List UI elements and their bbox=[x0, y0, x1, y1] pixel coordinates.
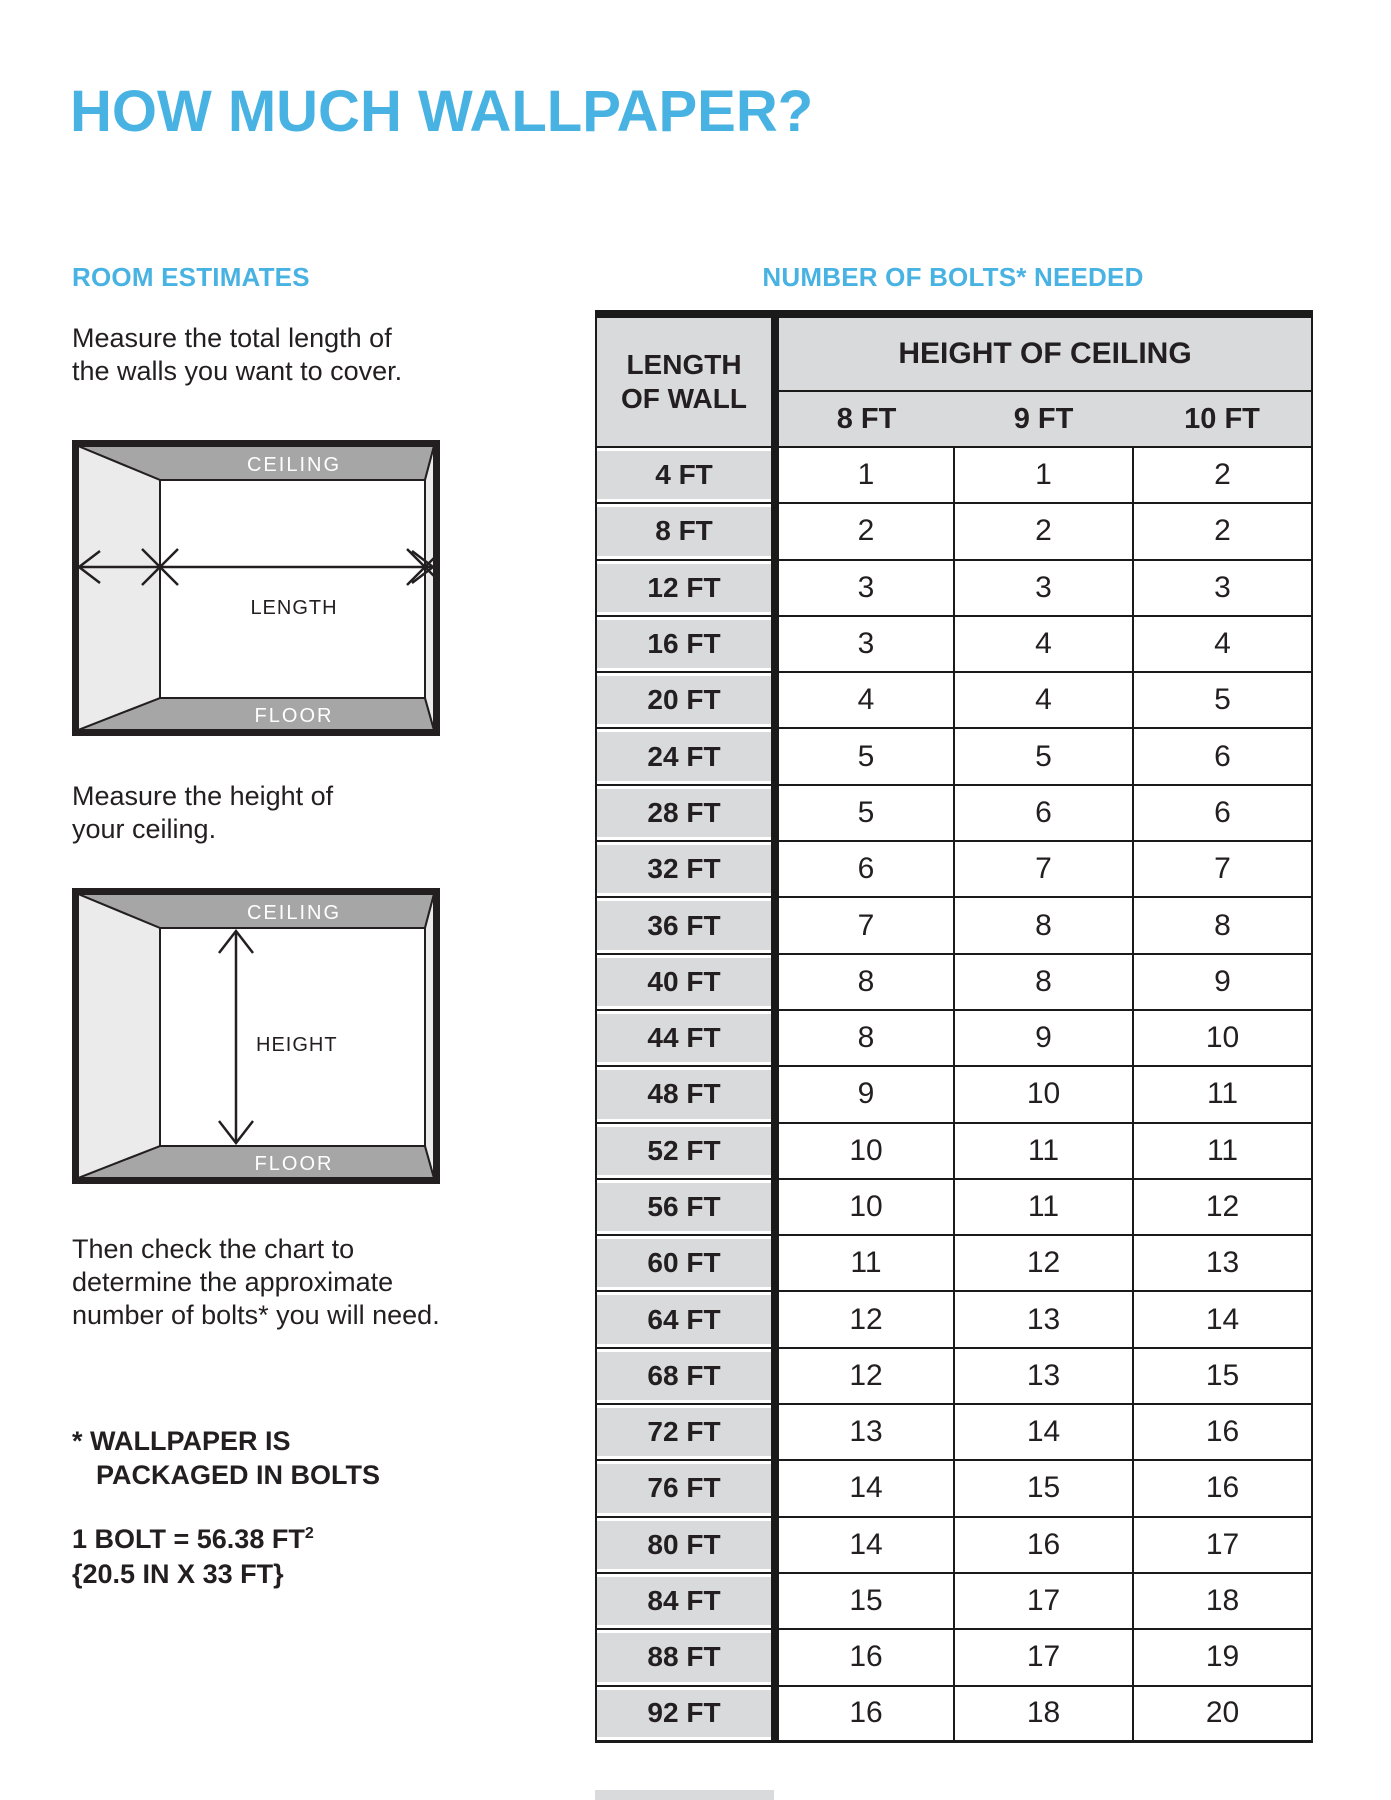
wall-length-cell: 48 FT bbox=[596, 1066, 775, 1122]
bolt-count-cell: 5 bbox=[954, 728, 1133, 784]
instruction-check-chart bbox=[72, 1233, 440, 1332]
bolt-count-cell: 17 bbox=[1133, 1517, 1312, 1573]
table-row bbox=[596, 1235, 1312, 1291]
table-left-column-tail bbox=[595, 1790, 774, 1800]
bolt-count-cell: 14 bbox=[775, 1460, 954, 1516]
table-row bbox=[596, 954, 1312, 1010]
instruction-line: Then check the chart to bbox=[72, 1234, 355, 1264]
bolt-count-cell: 12 bbox=[775, 1348, 954, 1404]
table-row bbox=[596, 1291, 1312, 1347]
instruction-line: Measure the height of bbox=[72, 781, 334, 811]
bolt-count-cell: 15 bbox=[1133, 1348, 1312, 1404]
bolt-count-cell: 20 bbox=[1133, 1686, 1312, 1742]
bolt-count-cell: 4 bbox=[954, 616, 1133, 672]
table-row bbox=[596, 728, 1312, 784]
bolt-count-cell: 12 bbox=[1133, 1179, 1312, 1235]
bolt-count-cell: 8 bbox=[954, 954, 1133, 1010]
table-header-row bbox=[596, 314, 1312, 391]
footnote-line: * WALLPAPER IS bbox=[72, 1426, 291, 1456]
bolt-count-cell: 5 bbox=[775, 728, 954, 784]
bolt-count-cell: 6 bbox=[1133, 728, 1312, 784]
right-wall bbox=[425, 446, 434, 730]
right-wall bbox=[425, 894, 434, 1178]
table-row bbox=[596, 841, 1312, 897]
bolt-count-cell: 11 bbox=[954, 1123, 1133, 1179]
wall-length-cell: 20 FT bbox=[596, 672, 775, 728]
bolt-count-cell: 18 bbox=[954, 1686, 1133, 1742]
bolt-count-cell: 1 bbox=[775, 447, 954, 503]
wall-length-cell: 64 FT bbox=[596, 1291, 775, 1347]
height-label: HEIGHT bbox=[256, 1034, 338, 1056]
bolt-count-cell: 4 bbox=[954, 672, 1133, 728]
bolt-count-cell: 8 bbox=[775, 954, 954, 1010]
bolt-count-cell: 12 bbox=[954, 1235, 1133, 1291]
wall-length-cell: 84 FT bbox=[596, 1573, 775, 1629]
bolt-count-cell: 5 bbox=[1133, 672, 1312, 728]
bolt-count-cell: 6 bbox=[1133, 785, 1312, 841]
length-of-wall-header bbox=[596, 314, 775, 447]
wall-length-cell: 56 FT bbox=[596, 1179, 775, 1235]
table-row bbox=[596, 1123, 1312, 1179]
bolt-count-cell: 8 bbox=[1133, 897, 1312, 953]
wall-length-cell: 52 FT bbox=[596, 1123, 775, 1179]
table-row bbox=[596, 1460, 1312, 1516]
table-row bbox=[596, 672, 1312, 728]
bolt-count-cell: 15 bbox=[954, 1460, 1133, 1516]
page-title: HOW MUCH WALLPAPER? bbox=[70, 79, 814, 144]
floor-label: FLOOR bbox=[254, 705, 334, 727]
floor-label: FLOOR bbox=[254, 1153, 334, 1175]
bolt-count-cell: 13 bbox=[775, 1404, 954, 1460]
bolt-count-cell: 11 bbox=[954, 1179, 1133, 1235]
wall-length-cell: 68 FT bbox=[596, 1348, 775, 1404]
bolt-count-cell: 13 bbox=[954, 1291, 1133, 1347]
wall-length-cell: 4 FT bbox=[596, 447, 775, 503]
table-row bbox=[596, 1404, 1312, 1460]
table-row bbox=[596, 1517, 1312, 1573]
bolt-count-cell: 3 bbox=[775, 616, 954, 672]
ceiling-label: CEILING bbox=[246, 454, 342, 476]
bolt-count-cell: 10 bbox=[775, 1179, 954, 1235]
bolt-count-cell: 2 bbox=[1133, 447, 1312, 503]
bolt-equation-line bbox=[72, 1522, 314, 1557]
length-of-wall-header-line: OF WALL bbox=[621, 383, 747, 414]
bolt-count-cell: 11 bbox=[1133, 1123, 1312, 1179]
bolt-equation-text: 1 BOLT = 56.38 FT bbox=[72, 1524, 305, 1554]
bolt-count-cell: 7 bbox=[954, 841, 1133, 897]
length-of-wall-header-line: LENGTH bbox=[626, 349, 742, 380]
wall-length-cell: 44 FT bbox=[596, 1010, 775, 1066]
wall-length-cell: 28 FT bbox=[596, 785, 775, 841]
bolts-table bbox=[595, 310, 1313, 1743]
bolt-count-cell: 10 bbox=[1133, 1010, 1312, 1066]
table-row bbox=[596, 1573, 1312, 1629]
wall-length-cell: 16 FT bbox=[596, 616, 775, 672]
ceiling-height-header: 9 FT bbox=[954, 391, 1133, 447]
bolt-count-cell: 6 bbox=[954, 785, 1133, 841]
bolt-count-cell: 6 bbox=[775, 841, 954, 897]
instruction-measure-height bbox=[72, 780, 333, 846]
table-row bbox=[596, 1348, 1312, 1404]
bolt-count-cell: 14 bbox=[954, 1404, 1133, 1460]
wall-length-cell: 88 FT bbox=[596, 1629, 775, 1685]
ceiling-label: CEILING bbox=[246, 902, 342, 924]
table-row bbox=[596, 616, 1312, 672]
bolt-count-cell: 7 bbox=[1133, 841, 1312, 897]
bolt-count-cell: 15 bbox=[775, 1573, 954, 1629]
ceiling-height-header: 8 FT bbox=[775, 391, 954, 447]
table-row bbox=[596, 560, 1312, 616]
wall-length-cell: 32 FT bbox=[596, 841, 775, 897]
wall-length-cell: 92 FT bbox=[596, 1686, 775, 1742]
bolt-count-cell: 10 bbox=[954, 1066, 1133, 1122]
bolt-count-cell: 2 bbox=[1133, 503, 1312, 559]
bolt-count-cell: 18 bbox=[1133, 1573, 1312, 1629]
bolt-count-cell: 10 bbox=[775, 1123, 954, 1179]
wall-length-cell: 8 FT bbox=[596, 503, 775, 559]
bolt-count-cell: 17 bbox=[954, 1573, 1133, 1629]
bolt-count-cell: 19 bbox=[1133, 1629, 1312, 1685]
bolt-count-cell: 16 bbox=[775, 1629, 954, 1685]
bolt-count-cell: 9 bbox=[1133, 954, 1312, 1010]
footnote-line: PACKAGED IN BOLTS bbox=[96, 1460, 381, 1490]
height-of-ceiling-header: HEIGHT OF CEILING bbox=[775, 314, 1312, 391]
table-row bbox=[596, 785, 1312, 841]
bolt-count-cell: 5 bbox=[775, 785, 954, 841]
left-wall bbox=[78, 894, 160, 1178]
wall-length-cell: 24 FT bbox=[596, 728, 775, 784]
bolt-count-cell: 14 bbox=[1133, 1291, 1312, 1347]
bolt-count-cell: 3 bbox=[1133, 560, 1312, 616]
bolt-count-cell: 11 bbox=[775, 1235, 954, 1291]
instruction-measure-length bbox=[72, 322, 402, 388]
bolts-needed-heading: NUMBER OF BOLTS* NEEDED bbox=[762, 262, 1144, 292]
wall-length-cell: 76 FT bbox=[596, 1460, 775, 1516]
bolt-count-cell: 16 bbox=[1133, 1460, 1312, 1516]
wall-length-cell: 80 FT bbox=[596, 1517, 775, 1573]
table-row bbox=[596, 1179, 1312, 1235]
table-row bbox=[596, 1629, 1312, 1685]
left-wall bbox=[78, 446, 160, 730]
instruction-line: Measure the total length of bbox=[72, 323, 392, 353]
bolt-count-cell: 9 bbox=[954, 1010, 1133, 1066]
bolt-count-cell: 3 bbox=[954, 560, 1133, 616]
wall-length-cell: 12 FT bbox=[596, 560, 775, 616]
wall-length-cell: 60 FT bbox=[596, 1235, 775, 1291]
bolt-count-cell: 16 bbox=[954, 1517, 1133, 1573]
bolt-dimensions: {20.5 IN X 33 FT} bbox=[72, 1559, 284, 1589]
table-row bbox=[596, 447, 1312, 503]
instruction-line: number of bolts* you will need. bbox=[72, 1300, 440, 1330]
wall-length-cell: 40 FT bbox=[596, 954, 775, 1010]
bolt-count-cell: 7 bbox=[775, 897, 954, 953]
bolt-count-cell: 12 bbox=[775, 1291, 954, 1347]
bolt-count-cell: 1 bbox=[954, 447, 1133, 503]
instruction-line: your ceiling. bbox=[72, 814, 217, 844]
wall-length-cell: 72 FT bbox=[596, 1404, 775, 1460]
bolt-count-cell: 2 bbox=[775, 503, 954, 559]
table-row bbox=[596, 503, 1312, 559]
bolt-count-cell: 8 bbox=[775, 1010, 954, 1066]
bolt-count-cell: 4 bbox=[1133, 616, 1312, 672]
length-label: LENGTH bbox=[250, 597, 338, 619]
bolt-count-cell: 3 bbox=[775, 560, 954, 616]
bolt-count-cell: 17 bbox=[954, 1629, 1133, 1685]
bolt-count-cell: 4 bbox=[775, 672, 954, 728]
instruction-line: determine the approximate bbox=[72, 1267, 394, 1297]
table-row bbox=[596, 1010, 1312, 1066]
bolt-count-cell: 8 bbox=[954, 897, 1133, 953]
table-row bbox=[596, 897, 1312, 953]
instruction-line: the walls you want to cover. bbox=[72, 356, 403, 386]
bolt-count-cell: 2 bbox=[954, 503, 1133, 559]
bolt-count-cell: 16 bbox=[1133, 1404, 1312, 1460]
table-row bbox=[596, 1066, 1312, 1122]
ceiling-height-header: 10 FT bbox=[1133, 391, 1312, 447]
table-row bbox=[596, 1686, 1312, 1742]
ceiling-height-diagram bbox=[72, 888, 440, 1184]
room-length-diagram bbox=[72, 440, 440, 736]
bolt-equation-superscript: 2 bbox=[304, 1525, 314, 1542]
bolt-count-cell: 9 bbox=[775, 1066, 954, 1122]
bolt-table-body bbox=[596, 447, 1312, 1742]
back-wall bbox=[160, 480, 425, 698]
bolt-count-cell: 11 bbox=[1133, 1066, 1312, 1122]
bolt-count-cell: 13 bbox=[954, 1348, 1133, 1404]
wall-length-cell: 36 FT bbox=[596, 897, 775, 953]
room-estimates-heading: ROOM ESTIMATES bbox=[72, 262, 310, 292]
bolt-count-cell: 14 bbox=[775, 1517, 954, 1573]
bolts-footnote bbox=[72, 1424, 380, 1492]
bolt-equation bbox=[72, 1522, 314, 1592]
bolt-count-cell: 16 bbox=[775, 1686, 954, 1742]
bolt-count-cell: 13 bbox=[1133, 1235, 1312, 1291]
